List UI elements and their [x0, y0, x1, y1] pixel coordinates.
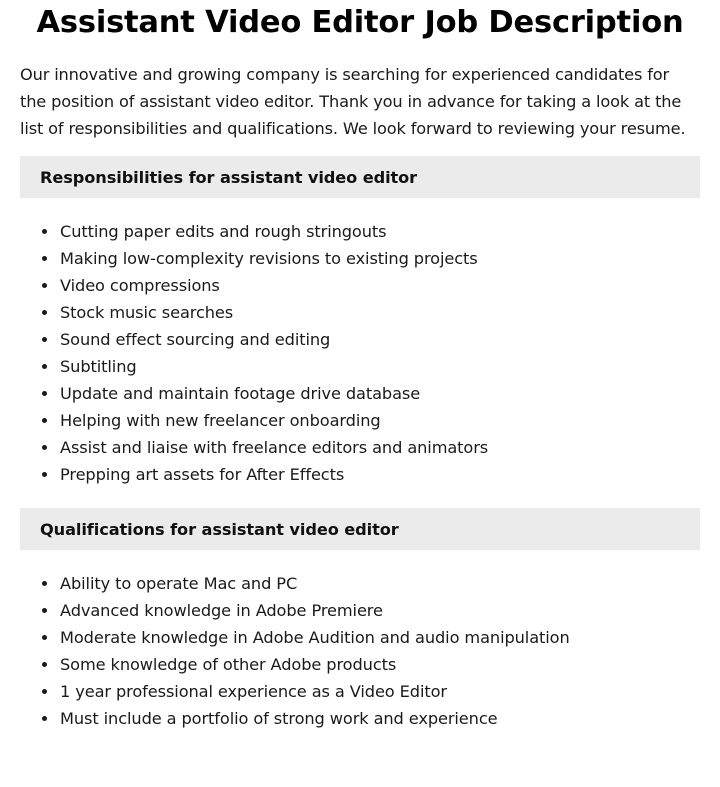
qualifications-list-item	[60, 624, 700, 651]
intro-paragraph: Our innovative and growing company is searching for experienced candidates for the position of assistant video editor. Thank you in advance for taking a look at the list of responsibilities and qualifications. We look forward to reviewing your resume.	[20, 65, 686, 138]
qualifications-heading	[20, 508, 700, 550]
qualifications-list-item	[60, 597, 700, 624]
responsibilities-item-text: Update and maintain footage drive database	[60, 384, 421, 403]
qualifications-item-text: Advanced knowledge in Adobe Premiere	[60, 601, 383, 620]
responsibilities-item-text: Cutting paper edits and rough stringouts	[60, 222, 387, 241]
bullet-icon	[42, 337, 47, 342]
responsibilities-heading-text: Responsibilities for assistant video editor	[40, 167, 418, 187]
responsibilities-list-item	[60, 272, 700, 299]
bullet-icon	[42, 608, 47, 613]
bullet-icon	[42, 229, 47, 234]
responsibilities-list-item	[60, 299, 700, 326]
responsibilities-list-item	[60, 434, 700, 461]
responsibilities-list-item	[60, 407, 700, 434]
qualifications-item-text: Ability to operate Mac and PC	[60, 574, 298, 593]
responsibilities-item-text: Sound effect sourcing and editing	[60, 330, 331, 349]
qualifications-list-item	[60, 705, 700, 732]
responsibilities-list-item	[60, 245, 700, 272]
qualifications-heading-text: Qualifications for assistant video editor	[40, 519, 399, 539]
responsibilities-list-item	[60, 380, 700, 407]
responsibilities-list-item	[60, 218, 700, 245]
bullet-icon	[42, 716, 47, 721]
responsibilities-list-item	[60, 353, 700, 380]
qualifications-list	[20, 570, 700, 732]
responsibilities-item-text: Prepping art assets for After Effects	[60, 465, 345, 484]
bullet-icon	[42, 364, 47, 369]
bullet-icon	[42, 418, 47, 423]
page-title: Assistant Video Editor Job Description	[36, 5, 684, 40]
bullet-icon	[42, 581, 47, 586]
qualifications-item-text: Some knowledge of other Adobe products	[60, 655, 397, 674]
bullet-icon	[42, 283, 47, 288]
bullet-icon	[42, 256, 47, 261]
bullet-icon	[42, 689, 47, 694]
responsibilities-item-text: Stock music searches	[60, 303, 234, 322]
bullet-icon	[42, 662, 47, 667]
responsibilities-list-item	[60, 461, 700, 488]
responsibilities-heading	[20, 156, 700, 198]
bullet-icon	[42, 635, 47, 640]
qualifications-list-item	[60, 570, 700, 597]
responsibilities-list-item	[60, 326, 700, 353]
responsibilities-item-text: Subtitling	[60, 357, 137, 376]
qualifications-item-text: Moderate knowledge in Adobe Audition and audio manipulation	[60, 628, 570, 647]
qualifications-list-item	[60, 678, 700, 705]
bullet-icon	[42, 391, 47, 396]
bullet-icon	[42, 445, 47, 450]
responsibilities-item-text: Video compressions	[60, 276, 220, 295]
qualifications-item-text: Must include a portfolio of strong work and experience	[60, 709, 498, 728]
responsibilities-list	[20, 218, 700, 488]
responsibilities-item-text: Making low-complexity revisions to existing projects	[60, 249, 478, 268]
qualifications-item-text: 1 year professional experience as a Video Editor	[60, 682, 447, 701]
qualifications-list-item	[60, 651, 700, 678]
bullet-icon	[42, 310, 47, 315]
responsibilities-item-text: Assist and liaise with freelance editors and animators	[60, 438, 489, 457]
responsibilities-item-text: Helping with new freelancer onboarding	[60, 411, 381, 430]
bullet-icon	[42, 472, 47, 477]
